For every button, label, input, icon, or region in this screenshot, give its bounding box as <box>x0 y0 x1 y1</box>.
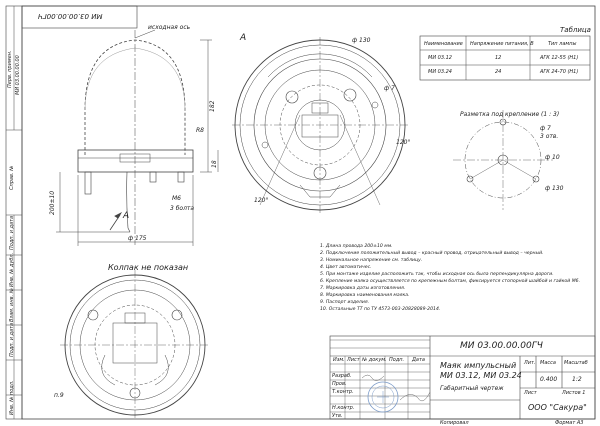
doc-designation: МИ 03.00.00.00ГЧ <box>460 341 543 351</box>
table-cell: МИ 03.24 <box>428 69 452 75</box>
title-line2: МИ 03.12, МИ 03.24 <box>440 371 522 380</box>
view-a <box>232 37 411 213</box>
dim-thread: М6 <box>172 195 181 202</box>
signature <box>400 392 430 401</box>
title-line3: Габаритный чертеж <box>440 385 504 392</box>
table-cell: МИ 03.12 <box>428 55 452 61</box>
side-view <box>56 30 218 246</box>
table-title: Таблица <box>560 26 591 34</box>
bolts-label: 3 болта <box>170 205 195 212</box>
designation-rotated: МИ 03.00.00.00ГЧ <box>38 12 103 20</box>
stamp-col: Лист <box>347 357 360 363</box>
margin-label: Инв. № дубл. <box>9 252 15 287</box>
margin-label: Подп. и дата <box>9 215 15 250</box>
dim-base-height: 18 <box>211 160 218 168</box>
dim-dia-7: ф 7 <box>384 85 395 92</box>
stamp-col: Дата <box>412 357 425 363</box>
note-line: 9. Паспорт изделия. <box>320 300 370 305</box>
note-line: 5. При монтаже изделие расположить так, чтобы исходная ось была перпендикулярна дороги. <box>320 272 554 277</box>
stamp-col: Изм. <box>333 357 345 363</box>
table-cell: 12 <box>495 55 502 61</box>
sheets-label: Листов 1 <box>562 390 586 396</box>
note-line: 8. Маркировка наименования маяка. <box>320 293 410 298</box>
item-9-callout: п.9 <box>54 392 64 399</box>
mount-dia-10: ф 10 <box>545 154 560 161</box>
technical-notes <box>320 243 600 313</box>
view-a-title: А <box>240 33 247 43</box>
mount-holes: 3 отв. <box>540 133 559 140</box>
margin-label: Перв. примен. <box>7 50 13 88</box>
stamp-role: Н.контр. <box>332 405 355 411</box>
dim-radius: R8 <box>196 127 204 134</box>
signature <box>362 375 384 381</box>
margin-label: Справ. № <box>9 165 15 190</box>
margin-label: Подп. и дата <box>9 322 15 357</box>
stamp-col: № докум. <box>362 357 387 363</box>
copied-label: Копировал <box>440 420 469 426</box>
col-mass: Масса <box>540 360 556 366</box>
table-header: Наименование <box>424 41 463 47</box>
company-name: ООО "Сакура" <box>528 403 587 412</box>
format-label: Формат А3 <box>555 420 584 426</box>
mount-dia-130: ф 130 <box>545 185 564 192</box>
view-arrow-label: А <box>123 211 130 221</box>
mounting-layout <box>453 110 553 210</box>
note-line: 3. Номинальное напряжение см. таблицу. <box>320 258 423 263</box>
bottom-view <box>60 270 210 420</box>
frame-border <box>22 6 595 419</box>
mount-title: Разметка под крепление (1 : 3) <box>460 111 560 118</box>
mount-dia-7: ф 7 <box>540 125 551 132</box>
note-line: 10. Остальные ТТ по ТУ 4573-003-20828089-2014. <box>320 307 441 312</box>
note-line: 1. Длина провода 200±10 мм. <box>320 244 393 249</box>
table-header: Тип лампы <box>548 41 577 47</box>
dim-dia-130: ф 130 <box>352 37 371 44</box>
dim-wire: 200±10 <box>49 190 56 215</box>
stamp-role: Утв. <box>332 413 343 419</box>
margin-label: Взам. инв. № <box>9 288 15 322</box>
cap-note: Колпак не показан <box>108 263 189 272</box>
dim-width: ф 175 <box>128 235 147 242</box>
note-line: 6. Крепление маяка осуществляется по крепежным болтам, фиксируется стопорной шайбой и гайкой М6. <box>320 279 581 284</box>
sheet-label: Лист <box>524 390 537 396</box>
base-outline <box>78 150 193 172</box>
table-cell: АГК 12-55 (Н1) <box>540 55 579 61</box>
stamp-seal <box>368 382 398 412</box>
axis-label: исходная ось <box>148 24 191 31</box>
note-line: 7. Маркировка даты изготовления. <box>320 286 406 291</box>
col-scale: Масштаб <box>564 360 588 366</box>
table-cell: 24 <box>495 69 502 75</box>
stamp-role: Т.контр. <box>332 389 354 395</box>
dim-height: 182 <box>209 100 216 112</box>
table-cell: АГК 24-70 (Н1) <box>540 69 579 75</box>
title-line1: Маяк импульсный <box>440 361 517 370</box>
note-line: 4. Цвет автоматичес. <box>320 265 372 270</box>
col-lit: Лит. <box>524 360 536 366</box>
stamp-role: Разраб. <box>332 373 352 379</box>
scale-value: 1:2 <box>572 376 582 383</box>
margin-label-small: МИ 03.00.00.00 <box>15 55 21 95</box>
angle-120b: 120° <box>396 139 411 146</box>
mass-value: 0.400 <box>540 376 558 383</box>
angle-120: 120° <box>254 197 269 204</box>
stamp-col: Подп. <box>389 357 405 363</box>
stamp-role: Пров. <box>332 381 347 387</box>
note-line: 2. Подключение положительный вывод – красный провод, отрицательный вывод – черный. <box>320 251 544 256</box>
margin-label: Инв. № подл. <box>9 380 15 415</box>
table-header: Напряжение питания, В <box>470 41 534 47</box>
